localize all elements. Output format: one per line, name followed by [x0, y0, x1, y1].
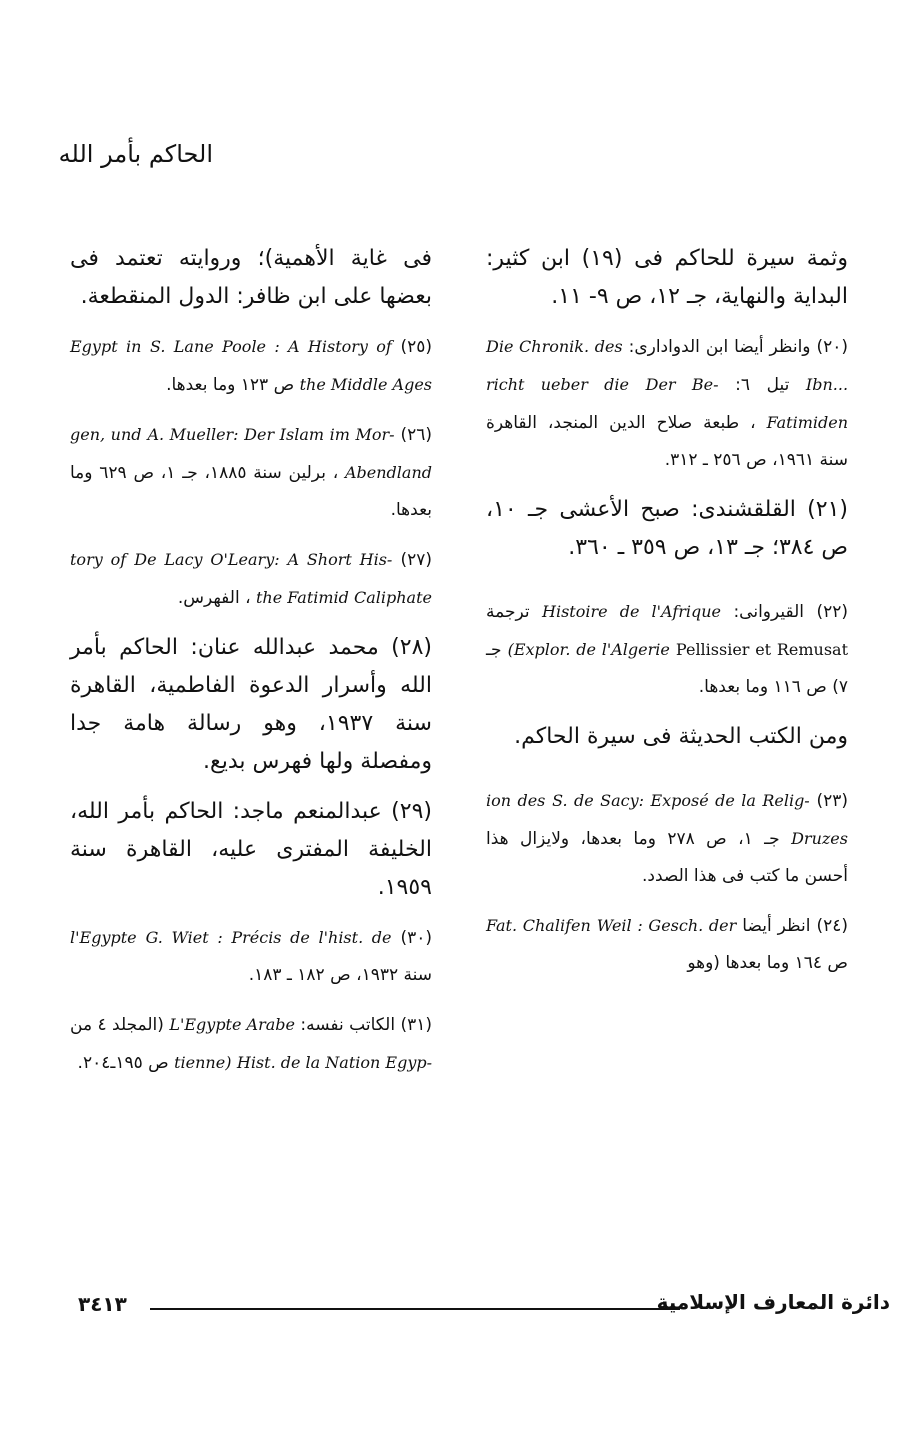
ref-24-latin-1: Weil : Gesch. der	[596, 916, 737, 935]
ref-20-arabic-2: تيل ٦:	[735, 375, 790, 395]
ref-30-latin-1: G. Wiet : Précis de l'hist. de	[145, 928, 392, 947]
left-column	[70, 240, 432, 1082]
reference-20	[486, 328, 848, 479]
ref-20-latin-2: Der Be-	[645, 375, 719, 394]
ref-23-latin-1: S. de Sacy: Exposé de la Relig-	[552, 791, 810, 810]
paragraph-modern-books: ومن الكتب الحديثة فى سيرة الحاكم.	[514, 724, 848, 749]
ref-24-arabic-2: ص ١٦٤ وما بعدها (وهو	[687, 953, 848, 973]
reference-23	[486, 782, 848, 895]
reference-27	[70, 541, 432, 617]
ref-27-arabic-1: (٢٧)	[400, 550, 433, 570]
ref-25-latin-2: Egypt in the Middle Ages	[70, 337, 432, 394]
ref-24-arabic-1: (٢٤) انظر أيضا	[742, 916, 849, 936]
ref-24-latin-2: Fat. Chalifen	[486, 916, 591, 935]
ref-30-arabic-2: سنة ١٩٣٢، ص ١٨٢ ـ ١٨٣.	[248, 965, 432, 985]
ref-31-arabic-2: (المجلد ٤ من	[70, 1015, 164, 1035]
ref-30-arabic-1: (٣٠)	[400, 928, 432, 948]
ref-25-latin-1: S. Lane Poole : A History of	[150, 337, 392, 356]
ref-26-arabic-2: ، برلين سنة ١٨٨٥، جـ ١، ص ٦٢٩ وما بعدها.	[70, 463, 432, 520]
reference-26	[70, 416, 432, 529]
paragraph-continuation: فى غاية الأهمية)؛ وروايته تعتمد فى بعضها على ابن ظافر: الدول المنقطعة.	[70, 246, 432, 309]
ref-25-arabic-1: (٢٥)	[400, 337, 433, 357]
ref-23-arabic-1: (٢٣)	[816, 791, 848, 811]
ref-26-arabic-1: (٢٦)	[400, 425, 433, 445]
ref-22-arabic-2: ترجمة	[486, 602, 530, 622]
ref-27-latin-1: De Lacy O'Leary: A Short His-	[134, 550, 393, 569]
ref-26-latin-2: gen, und Abendland	[70, 425, 432, 482]
ref-22-latin-3: (Explor. de l'Algerie	[507, 640, 670, 659]
reference-31	[70, 1006, 432, 1082]
reference-24	[486, 907, 848, 982]
reference-29: (٢٩) عبدالمنعم ماجد: الحاكم بأمر الله، الخليفة المفترى عليه، القاهرة سنة ١٩٥٩.	[70, 799, 432, 900]
page-title: الحاكم بأمر الله	[58, 140, 213, 168]
ref-25-arabic-2: ص ١٢٣ وما بعدها.	[166, 375, 295, 395]
ref-20-arabic-3: ، طبعة صلاح الدين المنجد، القاهرة سنة ١٩٦١، ص ٢٥٦ ـ ٣١٢.	[486, 413, 848, 470]
footer-rule	[150, 1308, 680, 1310]
ref-26-latin-1: A. Mueller: Der Islam im Mor-	[147, 425, 395, 444]
ref-31-latin-2: Hist. de la Nation Egyp-	[236, 1053, 432, 1072]
ref-27-arabic-2: ، الفهرس.	[177, 588, 251, 608]
reference-21: (٢١) القلقشندى: صبح الأعشى جـ ١٠، ص ٣٨٤؛ جـ ١٣، ص ٣٥٩ ـ ٣٦٠.	[486, 497, 848, 560]
ref-23-latin-2: ion des Druzes	[486, 791, 848, 848]
ref-22-latin-2: Pellissier et Remusat	[675, 640, 849, 659]
reference-22	[486, 593, 848, 706]
ref-30-latin-2: l'Egypte	[70, 928, 137, 947]
ref-20-arabic-1: (٢٠) وانظر أيضا ابن الدوادارى:	[628, 337, 848, 357]
reference-28: (٢٨) محمد عبدالله عنان: الحاكم بأمر الله وأسرار الدعوة الفاطمية، القاهرة سنة ١٩٣٧، وهو رسالة هامة جدا ومفصلة ولها فهرس بديع.	[70, 635, 432, 774]
ref-31-arabic-3: ص ١٩٥ـ٢٠٤.	[77, 1053, 169, 1073]
ref-23-arabic-2: جـ ١، ص ٢٧٨ وما بعدها، ولايزال هذا أحسن ما كتب فى هذا الصدد.	[486, 829, 848, 886]
journal-title: دائرة المعارف الإسلامية	[656, 1290, 890, 1314]
ref-22-latin-1: Histoire de l'Afrique	[542, 602, 722, 621]
ref-20-latin-3: richt ueber die Fatimiden	[486, 375, 848, 432]
ref-20-latin-1: Die Chronik. des Ibn...	[486, 337, 849, 394]
page-footer	[78, 1290, 890, 1324]
reference-30	[70, 919, 432, 994]
paragraph-intro: وثمة سيرة للحاكم فى (١٩) ابن كثير: البداية والنهاية، جـ ١٢، ص ٩- ١١.	[486, 246, 848, 309]
ref-31-latin-1: L'Egypte Arabe	[169, 1015, 295, 1034]
ref-22-arabic-3: جـ ٧) ص ١١٦ وما بعدها.	[486, 640, 848, 697]
ref-27-latin-2: tory of the Fatimid Caliphate	[70, 550, 432, 607]
reference-25	[70, 328, 432, 404]
page-number: ٣٤١٣	[78, 1292, 127, 1316]
ref-31-arabic-1: (٣١) الكاتب نفسه:	[300, 1015, 433, 1035]
right-column	[486, 240, 848, 982]
ref-22-arabic-1: (٢٢) القيروانى:	[733, 602, 848, 622]
ref-31-latin-3: tienne)	[174, 1053, 232, 1072]
